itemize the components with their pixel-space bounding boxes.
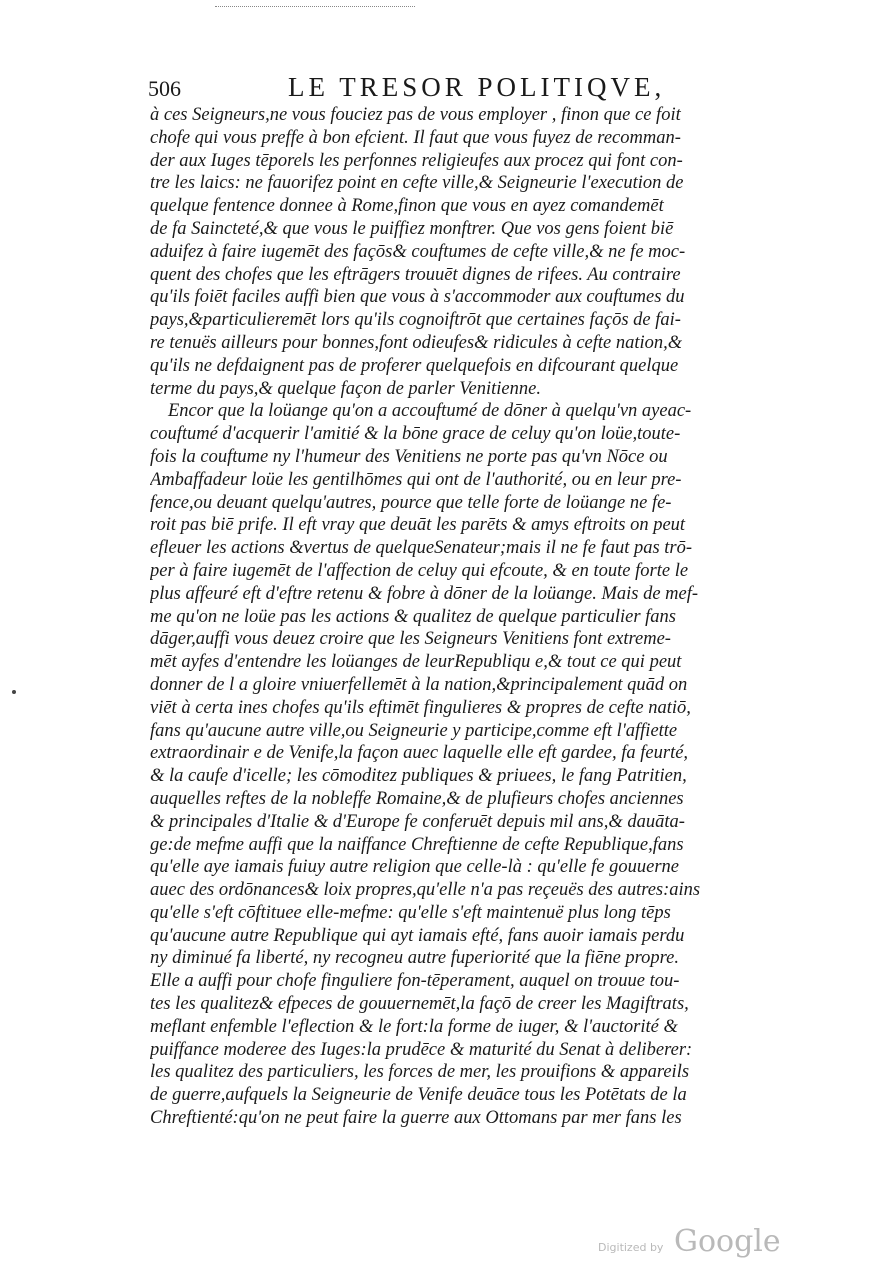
top-smudge [215,0,415,7]
running-title: LE TRESOR POLITIQVE, [288,72,666,102]
text-line: Chreftienté:qu'on ne peut faire la guerre aux Ottomans par mer fans les [150,1108,682,1129]
text-line: Ambaffadeur loüe les gentilhōmes qui ont de l'authorité, ou en leur pre- [150,469,682,490]
text-line: & la caufe d'icelle; les cōmoditez publiques & priuees, le fang Patritien, [150,766,687,787]
text-line: qu'ils foiēt faciles auffi bien que vous à s'accommoder aux couftumes du [150,287,685,308]
text-line: tre les laics: ne fauorifez point en cefte ville,& Seigneurie l'execution de [150,173,684,194]
text-line: & principales d'Italie & d'Europe fe conferuēt depuis mil ans,& dauāta- [150,811,685,832]
body-text [150,104,776,1130]
text-line: de guerre,aufquels la Seigneurie de Venife deuāce tous les Potētats de la [150,1085,687,1106]
text-line: Elle a auffi pour chofe finguliere fon-tēperament, auquel on trouue tou- [150,971,680,992]
text-line: roit pas biē prife. Il eft vray que deuāt les parēts & amys eftroits on peut [150,515,686,536]
digitized-by-text: Digitized by [598,1241,664,1254]
text-line: der aux Iuges tēporels les perfonnes religieufes aux procez qui font con- [150,150,683,171]
text-line: ge:de mefme auffi que la naiffance Chreftienne de cefte Republique,fans [150,834,684,855]
text-line: fence,ou deuant quelqu'autres, pource que telle forte de loüange ne fe- [150,492,672,513]
text-line: per à faire iugemēt de l'affection de celuy qui efcoute, & en toute forte le [150,560,689,581]
text-line: auec des ordōnances& loix propres,qu'elle n'a pas reçeuës des autres:ains [150,880,701,901]
text-line: mēt ayfes d'entendre les loüanges de leurRepubliqu e,& tout ce qui peut [150,652,682,673]
text-line: terme du pays,& quelque façon de parler Venitienne. [150,378,541,399]
text-line: efleuer les actions &vertus de quelqueSenateur;mais il ne fe faut pas trō- [150,538,693,559]
text-line: tes les qualitez& efpeces de gouuernemēt,la façō de creer les Magiftrats, [150,994,689,1015]
text-line: auquelles reftes de la nobleffe Romaine,& de plufieurs chofes anciennes [150,788,684,809]
text-line: les qualitez des particuliers, les forces de mer, les prouifions & appareils [150,1062,690,1083]
text-line: plus affeuré eft d'eftre retenu & fobre à dōner de la loüange. Mais de mef- [150,583,699,604]
text-line: meflant enfemble l'eflection & le fort:la forme de iuger, & l'auctorité & [150,1016,678,1037]
text-line: pays,&particulieremēt lors qu'ils cognoiftrōt que certaines façōs de fai- [150,310,681,331]
paragraph [150,400,776,1130]
text-line: qu'ils ne defdaignent pas de proferer quelquefois en difcourant quelque [150,355,679,376]
text-line: quent des chofes que les eftrāgers trouuēt dignes de rifees. Au contraire [150,264,681,285]
page-header [148,72,788,106]
text-line: dāger,auffi vous deuez croire que les Seigneurs Venitiens font extreme- [150,629,671,650]
text-line: qu'elle s'eft cōftituee elle-mefme: qu'elle s'eft maintenuë plus long tēps [150,902,671,923]
text-line: donner de l a gloire vniuerfellemēt à la nation,&principalement quād on [150,674,688,695]
text-line: ny diminué fa liberté, ny recogneu autre fuperiorité que la fiēne propre. [150,948,680,969]
text-line: de fa Saincteté,& que vous le puiffiez monftrer. Que vos gens foient biē [150,218,674,239]
text-line: à ces Seigneurs,ne vous fouciez pas de vous employer , finon que ce foit [150,105,681,125]
text-line: couftumé d'acquerir l'amitié & la bōne grace de celuy qu'on loüe,toute- [150,424,681,445]
text-line: fans qu'aucune autre ville,ou Seigneurie y participe,comme eft l'affiette [150,720,678,741]
text-line: qu'elle aye iamais fuiuy autre religion que celle-là : qu'elle fe gouuerne [150,857,680,878]
page-number: 506 [148,76,181,101]
text-line: viēt à certa ines chofes qu'ils eftimēt fingulieres & propres de cefte natiō, [150,697,691,718]
paragraph [150,104,776,400]
google-logo: Google [674,1224,781,1259]
text-line: puiffance moderee des Iuges:la prudēce & maturité du Senat à deliberer: [150,1039,693,1060]
text-line: quelque fentence donnee à Rome,finon que vous en ayez comandemēt [150,196,664,217]
text-line: re tenuës ailleurs pour bonnes,font odieufes& ridicules à cefte nation,& [150,332,683,353]
text-line: Encor que la loüange qu'on a accouftumé de dōner à quelqu'vn ayeac- [168,401,692,422]
text-line: fois la couftume ny l'humeur des Venitiens ne porte pas qu'vn Nōce ou [150,446,668,467]
margin-mark [12,690,16,694]
text-line: chofe qui vous preffe à bon efcient. Il faut que vous fuyez de recomman- [150,127,681,148]
text-line: extraordinair e de Venife,la façon auec laquelle elle eft gardee, fa feurté, [150,743,689,764]
text-line: aduifez à faire iugemēt des façōs& couftumes de cefte ville,& ne fe moc- [150,241,686,262]
text-line: qu'aucune autre Republique qui ayt iamais efté, fans auoir iamais perdu [150,925,685,946]
text-line: me qu'on ne loüe pas les actions & qualitez de quelque particulier fans [150,606,676,627]
